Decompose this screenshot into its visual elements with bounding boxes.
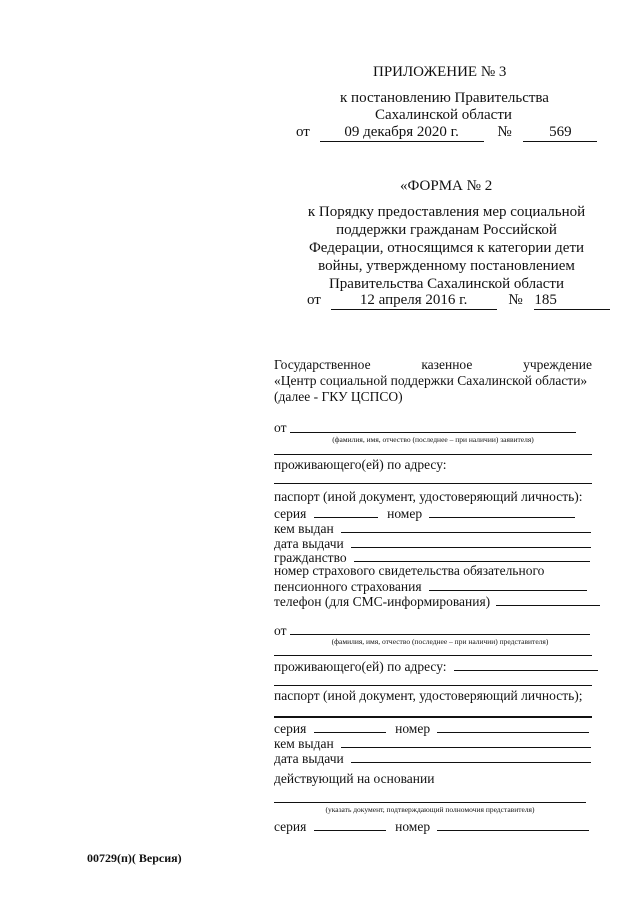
applicant-series-field[interactable] [314, 505, 378, 518]
applicant-passport-label: паспорт (иной документ, удостоверяющий личность): [274, 489, 583, 504]
appendix-line-1: к постановлению Правительства [340, 90, 549, 106]
representative-address-row [274, 658, 598, 675]
representative-issue-date-row [274, 750, 591, 767]
appendix-number: 569 [523, 123, 597, 142]
form-description [305, 203, 588, 293]
representative-address-label: проживающего(ей) по адресу: [274, 659, 447, 674]
addressee-line-2: «Центр социальной поддержки Сахалинской области» [274, 373, 588, 388]
representative-number-label-2: номер [395, 819, 431, 834]
representative-series-label: серия [274, 721, 307, 736]
representative-basis-label: действующий на основании [274, 771, 435, 786]
representative-series-field-2[interactable] [314, 818, 386, 831]
form-line-2: поддержки гражданам Российской [336, 222, 557, 238]
form-line-1: к Порядку предоставления мер социальной [307, 204, 586, 220]
representative-address-field[interactable] [454, 658, 598, 671]
representative-number-label: номер [395, 721, 431, 736]
representative-series-field[interactable] [314, 720, 386, 733]
representative-from-label: от [274, 623, 287, 638]
representative-issue-date-label: дата выдачи [274, 751, 344, 766]
applicant-address-line[interactable] [274, 483, 592, 484]
representative-series-row-2 [274, 818, 589, 835]
addressee-line-1 [274, 357, 592, 373]
appendix-line-2: Сахалинской области [375, 107, 512, 123]
applicant-snils-label: пенсионного страхования [274, 579, 422, 594]
applicant-citizenship-field[interactable] [354, 549, 590, 562]
representative-issued-by-label: кем выдан [274, 736, 334, 751]
appendix-title: ПРИЛОЖЕНИЕ № 3 [373, 64, 507, 80]
appendix-date: 09 декабря 2020 г. [320, 123, 484, 142]
applicant-address-label: проживающего(ей) по адресу: [274, 457, 447, 472]
representative-name-line[interactable] [290, 634, 590, 635]
form-date: 12 апреля 2016 г. [331, 291, 497, 310]
representative-basis-caption: (указать документ, подтверждающий полномочия представителя) [325, 805, 535, 814]
addressee-line-3: (далее - ГКУ ЦСПСО) [274, 389, 403, 404]
representative-name-line-2[interactable] [274, 655, 592, 656]
representative-issued-by-field[interactable] [341, 735, 591, 748]
form-line-5: Правительства Сахалинской области [328, 276, 565, 292]
applicant-name-caption: (фамилия, имя, отчество (последнее – при наличии) заявителя) [332, 435, 534, 444]
applicant-issue-date-label: дата выдачи [274, 536, 344, 551]
addressee-word-1: Государственное [274, 357, 371, 372]
applicant-issued-by-field[interactable] [341, 520, 591, 533]
form-number: 185 [534, 291, 610, 310]
representative-issue-date-field[interactable] [351, 750, 591, 763]
footer-code [87, 851, 182, 865]
representative-passport-label: паспорт (иной документ, удостоверяющий личность); [274, 688, 583, 703]
footer-code-text: 00729(п)( Версия) [87, 851, 182, 865]
appendix-number-sign: № [497, 124, 512, 140]
form-line-4: войны, утвержденному постановлением [318, 258, 575, 274]
form-line-3: Федерации, относящимся к категории дети [308, 240, 585, 256]
representative-passport-line[interactable] [274, 716, 592, 718]
applicant-snils-line-1: номер страхового свидетельства обязательного [274, 563, 545, 578]
applicant-name-line-2[interactable] [274, 454, 592, 455]
appendix-date-row [296, 123, 597, 142]
applicant-phone-field[interactable] [496, 593, 600, 606]
addressee-word-3: учреждение [523, 357, 592, 372]
representative-basis-line[interactable] [274, 802, 586, 803]
applicant-number-field[interactable] [429, 505, 575, 518]
applicant-phone-label: телефон (для СМС-информирования) [274, 594, 491, 609]
form-title: «ФОРМА № 2 [400, 178, 493, 194]
applicant-citizenship-label: гражданство [274, 550, 347, 565]
representative-name-caption: (фамилия, имя, отчество (последнее – при наличии) представителя) [331, 637, 549, 646]
applicant-number-label: номер [387, 506, 423, 521]
form-from-label: от [307, 292, 321, 308]
applicant-from-label: от [274, 420, 287, 435]
form-date-row [307, 291, 610, 310]
representative-address-line-2[interactable] [274, 685, 592, 686]
addressee-word-2: казенное [421, 357, 473, 372]
applicant-issue-date-field[interactable] [351, 535, 591, 548]
applicant-phone-row [274, 593, 600, 610]
form-number-sign: № [508, 292, 523, 308]
appendix-from-label: от [296, 124, 310, 140]
applicant-name-line[interactable] [290, 432, 576, 433]
representative-number-field-2[interactable] [437, 818, 589, 831]
applicant-issued-by-label: кем выдан [274, 521, 334, 536]
representative-series-label-2: серия [274, 819, 307, 834]
representative-number-field[interactable] [437, 720, 589, 733]
applicant-series-label: серия [274, 506, 307, 521]
applicant-snils-field[interactable] [429, 578, 587, 591]
